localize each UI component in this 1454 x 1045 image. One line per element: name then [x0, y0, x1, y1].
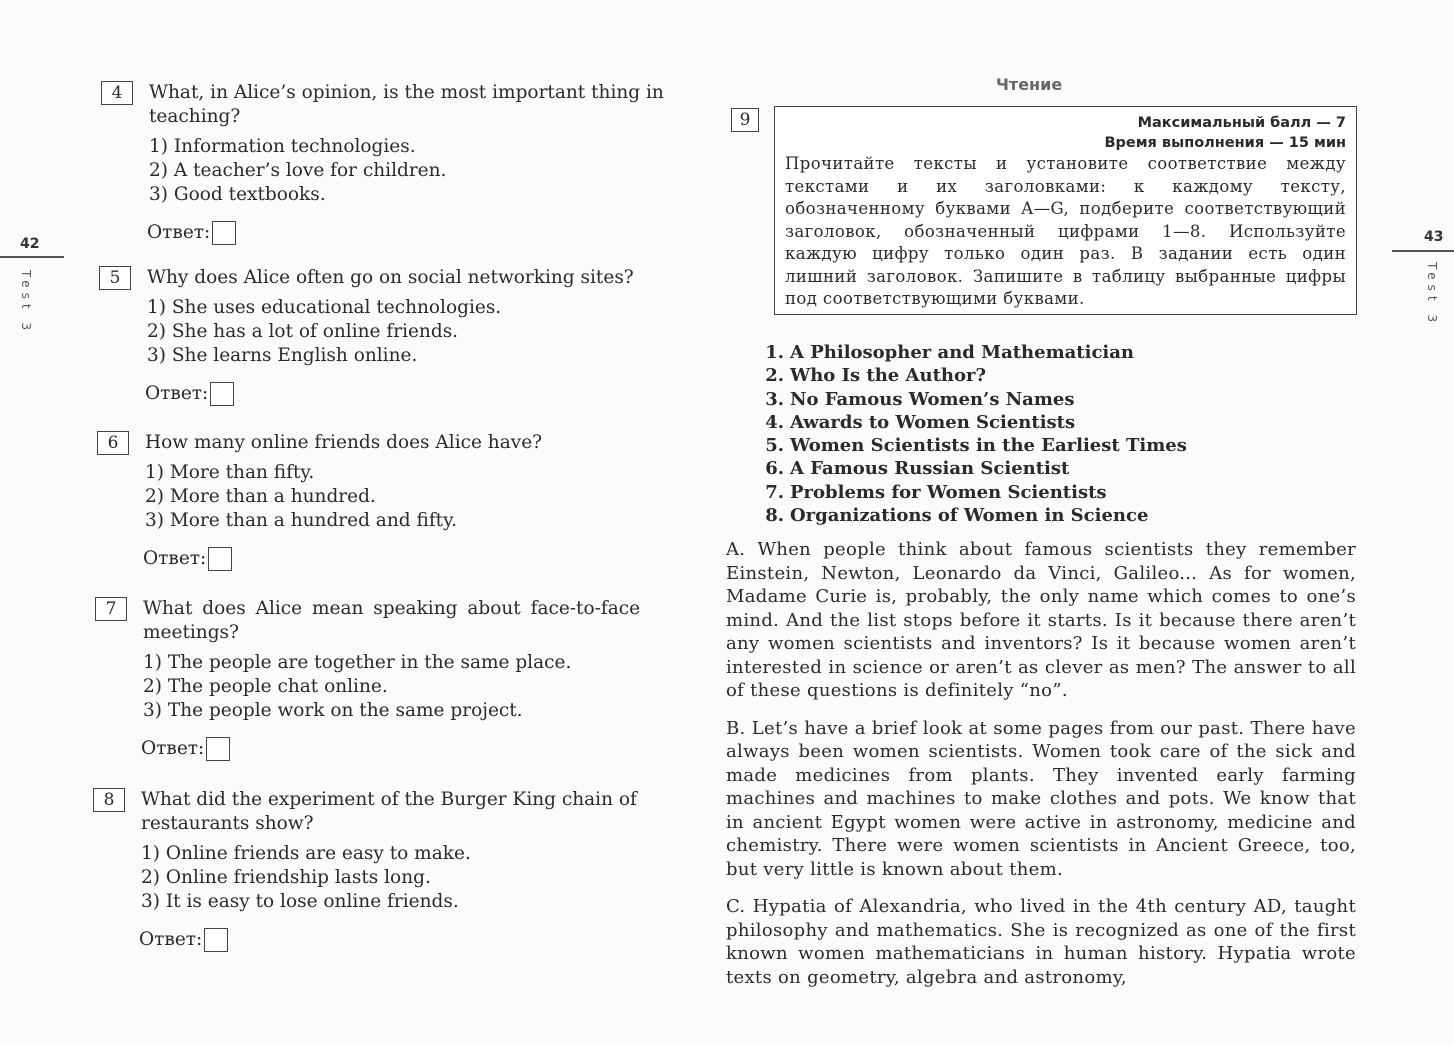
- answer-row: [143, 547, 662, 571]
- question-8: [93, 788, 658, 952]
- question-text: What did the experiment of the Burger King chain of: [141, 789, 637, 810]
- answer-option: 1) More than fifty.: [145, 462, 315, 483]
- task-instructions: Прочитайте тексты и установите соответствие между текстами и их заголовками: к каждому тексту, обозначенному буквами A—G, подберите соответствующий заголовок, обозначенный цифрами 1—8. Используйте каждую цифру только один раз. В задании есть один лишний заголовок. Запишите в таблицу выбранные цифры под соответствующими буквами.: [785, 154, 1346, 308]
- heading-text: A Famous Russian Scientist: [790, 458, 1070, 480]
- answer-box[interactable]: [210, 382, 234, 406]
- answer-option: 3) She learns English online.: [147, 345, 418, 366]
- task-number: 9: [731, 108, 759, 132]
- heading-item: [752, 457, 1352, 480]
- question-text: meetings?: [143, 622, 239, 643]
- question-5: [99, 266, 664, 406]
- answer-box[interactable]: [204, 928, 228, 952]
- question-6: [97, 431, 662, 571]
- page-number-left: 42: [20, 236, 40, 252]
- heading-item: [752, 341, 1352, 364]
- heading-item: [752, 504, 1352, 527]
- question-text: How many online friends does Alice have?: [145, 432, 543, 453]
- question-number: 6: [97, 431, 129, 455]
- heading-text: Who Is the Author?: [790, 365, 987, 387]
- heading-text: A Philosopher and Mathematician: [790, 342, 1135, 363]
- reading-text: [726, 717, 1356, 882]
- heading-text: Organizations of Women in Science: [790, 505, 1149, 527]
- text-letter: A.: [726, 539, 746, 560]
- heading-item: [752, 434, 1352, 457]
- answer-option: 2) More than a hundred.: [145, 486, 376, 507]
- side-label-left: Test 3: [19, 270, 33, 336]
- heading-text: Problems for Women Scientists: [790, 481, 1107, 503]
- task-instructions-box: [774, 106, 1357, 315]
- question-number: 7: [95, 597, 127, 621]
- question-text: What, in Alice’s opinion, is the most important thing in: [149, 82, 664, 103]
- question-text: What does Alice mean speaking about face-to-face: [143, 598, 641, 619]
- page-number-rule-right: [1392, 250, 1454, 252]
- answer-option: 2) The people chat online.: [143, 676, 388, 697]
- text-letter: B.: [726, 717, 746, 739]
- answer-box[interactable]: [212, 221, 236, 245]
- answer-box[interactable]: [208, 547, 232, 571]
- answer-label: Ответ:: [145, 383, 209, 404]
- answer-option: 3) More than a hundred and fifty.: [145, 510, 457, 531]
- heading-number: 5.: [765, 435, 784, 457]
- answer-option: 3) The people work on the same project.: [143, 700, 523, 721]
- reading-text: [726, 538, 1356, 703]
- answer-label: Ответ:: [143, 548, 207, 569]
- answer-row: [145, 382, 664, 406]
- answer-row: [147, 221, 666, 245]
- question-text: teaching?: [149, 106, 241, 127]
- heading-item: [752, 388, 1352, 411]
- heading-item: [752, 411, 1352, 434]
- heading-text: Awards to Women Scientists: [790, 411, 1076, 433]
- heading-number: 2.: [765, 365, 784, 387]
- text-body: Let’s have a brief look at some pages from our past. There have always been women scientists. Women took care of the sick and made medicines from plants. They invented early farming machines and machines to make clothes and pots. We know that in ancient Egypt women were active in astronomy, medicine and chemistry. There were women scientists in Ancient Greece, too, but very little is known about them.: [726, 717, 1356, 880]
- question-text: restaurants show?: [141, 813, 314, 834]
- page-number-right: 43: [1424, 229, 1444, 245]
- question-7: [95, 597, 660, 761]
- question-number: 8: [93, 788, 125, 812]
- heading-item: [752, 364, 1352, 387]
- heading-number: 8.: [765, 505, 784, 527]
- text-body: Hypatia of Alexandria, who lived in the 4th century AD, taught philosophy and mathematics. She is recognized as one of the first known women mathematicians in human history. Hypatia wrote texts on geometry, algebra and astronomy,: [726, 896, 1356, 988]
- answer-option: 1) The people are together in the same place.: [143, 652, 572, 673]
- answer-option: 2) Online friendship lasts long.: [141, 867, 431, 888]
- question-text: Why does Alice often go on social networking sites?: [147, 267, 634, 288]
- answer-option: 2) A teacher’s love for children.: [149, 160, 447, 181]
- question-number: 5: [99, 266, 131, 290]
- question-number: 4: [101, 81, 133, 105]
- heading-number: 7.: [765, 481, 784, 503]
- answer-option: 3) Good textbooks.: [149, 184, 326, 205]
- text-letter: C.: [726, 896, 746, 917]
- answer-option: 2) She has a lot of online friends.: [147, 321, 459, 342]
- text-body: When people think about famous scientists they remember Einstein, Newton, Leonardo da Vinci, Galileo... As for women, Madame Curie is, probably, the only name which comes to one’s mind. And the list stops before it starts. Is it because there aren’t any women scientists and inventors? Is it because women aren’t interested in science or aren’t as clever as men? The answer to all of these questions is definitely “no”.: [726, 539, 1356, 701]
- heading-number: 1.: [765, 342, 784, 363]
- heading-number: 6.: [765, 458, 784, 480]
- answer-label: Ответ:: [141, 738, 205, 759]
- headings-list: [752, 341, 1352, 527]
- answer-label: Ответ:: [147, 222, 211, 243]
- answer-label: Ответ:: [139, 929, 203, 950]
- answer-option: 3) It is easy to lose online friends.: [141, 891, 459, 912]
- answer-row: [139, 928, 658, 952]
- max-score: Максимальный балл — 7: [1137, 115, 1346, 131]
- side-label-right: Test 3: [1425, 262, 1439, 328]
- answer-box[interactable]: [206, 737, 230, 761]
- heading-text: Women Scientists in the Earliest Times: [790, 435, 1187, 457]
- time-limit: Время выполнения — 15 мин: [1104, 135, 1346, 151]
- answer-option: 1) She uses educational technologies.: [147, 297, 502, 318]
- heading-number: 4.: [765, 411, 784, 433]
- answer-option: 1) Online friends are easy to make.: [141, 843, 471, 864]
- answer-option: 1) Information technologies.: [149, 136, 416, 157]
- question-4: [101, 81, 666, 245]
- heading-item: [752, 481, 1352, 504]
- section-title: Чтение: [996, 75, 1063, 94]
- heading-text: No Famous Women’s Names: [790, 388, 1075, 410]
- texts-list: [726, 538, 1356, 1003]
- page-number-rule-left: [0, 256, 64, 258]
- heading-number: 3.: [765, 388, 784, 410]
- answer-row: [141, 737, 660, 761]
- reading-text: [726, 895, 1356, 989]
